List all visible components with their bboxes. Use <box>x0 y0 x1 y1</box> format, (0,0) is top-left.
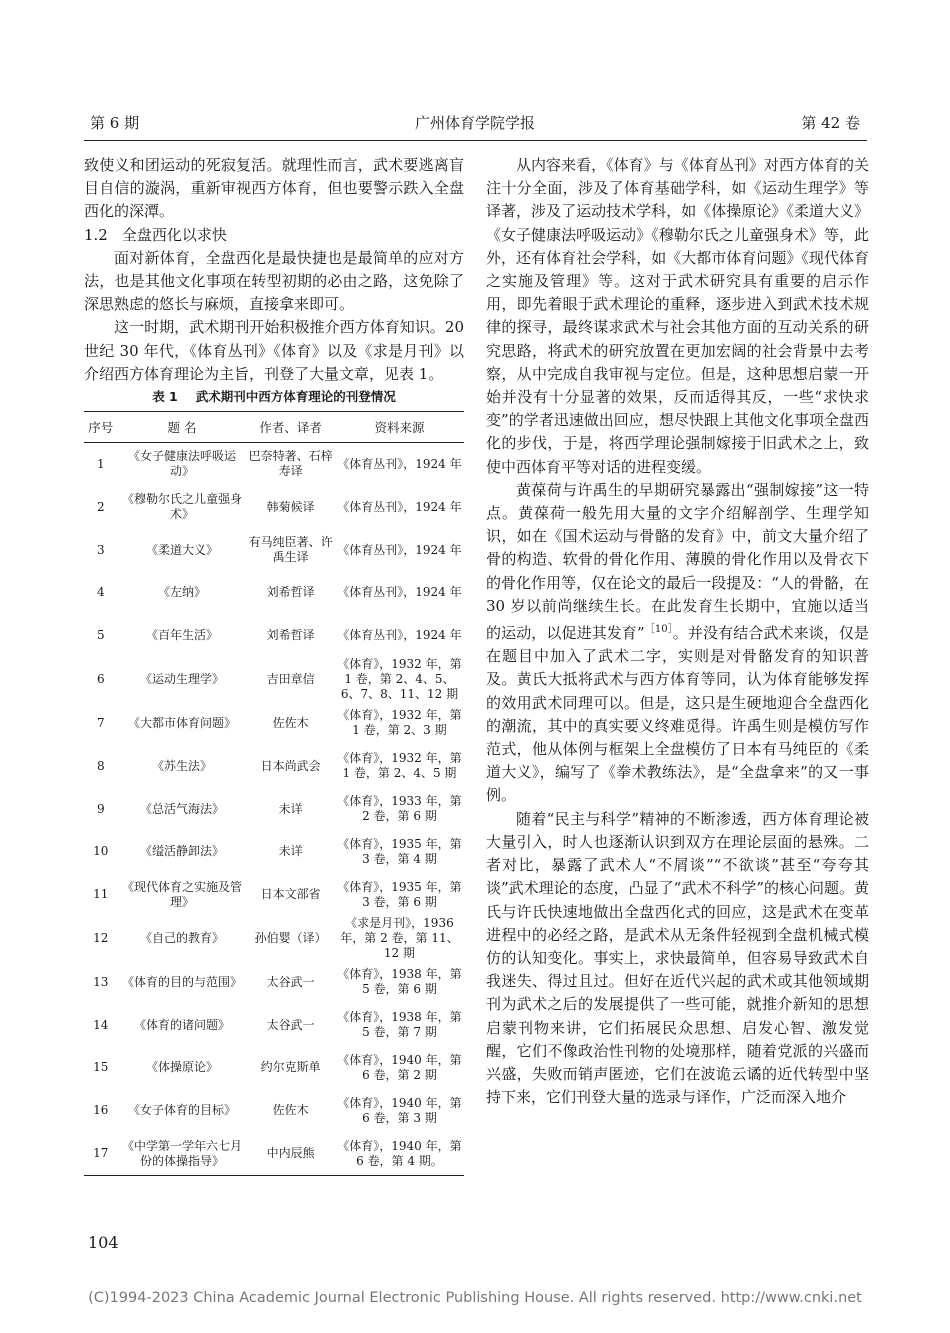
row-source: 《体育》，1932 年，第 1 卷，第 2、4、5 期 <box>337 751 462 781</box>
row-author: 吉田章信 <box>266 672 315 687</box>
table-row <box>84 745 464 788</box>
row-source: 《体育》，1940 年，第 6 卷，第 2 期 <box>337 1052 462 1082</box>
row-source: 《体育》，1938 年，第 5 卷，第 6 期 <box>337 967 462 997</box>
row-number: 7 <box>96 715 105 730</box>
row-source: 《求是月刊》，1936 年，第 2 卷，第 11、12 期 <box>340 916 459 960</box>
row-source: 《体育丛刊》，1924 年 <box>337 585 462 600</box>
table-row <box>84 1047 464 1090</box>
row-title: 《左纳》 <box>157 585 206 600</box>
row-source: 《体育》，1935 年，第 3 卷，第 4 期 <box>337 836 462 866</box>
copyright-notice: (C)1994-2023 China Academic Journal Electronic Publishing House. All rights reserved. http://www.cnki.net <box>88 1290 862 1306</box>
row-source: 《体育丛刊》，1924 年 <box>337 542 462 557</box>
row-author: 孙伯婴（译） <box>254 931 327 945</box>
row-title: 《女子体育的目标》 <box>127 1103 236 1118</box>
row-number: 16 <box>93 1103 109 1118</box>
right-column <box>486 154 869 1109</box>
table-row <box>84 788 464 831</box>
row-author: 未详 <box>278 844 303 859</box>
row-number: 15 <box>93 1060 109 1075</box>
row-number: 3 <box>96 542 105 557</box>
row-number: 12 <box>93 931 109 945</box>
table-row <box>84 1132 464 1175</box>
row-title: 《百年生活》 <box>145 628 218 643</box>
column-header: 作者、译者 <box>259 420 322 436</box>
citation: ［10］ <box>644 624 673 636</box>
table-header-row <box>84 412 464 443</box>
volume-number: 第 42 卷 <box>801 114 860 132</box>
row-number: 5 <box>96 628 105 643</box>
row-number: 2 <box>96 499 105 514</box>
column-header: 资料来源 <box>374 420 425 436</box>
row-title: 《体育的诸问题》 <box>133 1017 230 1032</box>
row-source: 《体育》，1935 年，第 3 卷，第 6 期 <box>337 879 462 909</box>
row-title: 《总活气海法》 <box>139 801 224 816</box>
section-number: 1.2 <box>84 225 108 244</box>
section-heading <box>84 224 464 247</box>
row-number: 10 <box>93 844 109 859</box>
row-title: 《中学第一学年六七月份的体操指导》 <box>121 1138 242 1168</box>
row-author: 未详 <box>278 801 303 816</box>
row-number: 11 <box>93 887 109 902</box>
left-column <box>84 154 464 1176</box>
row-title: 《体操原论》 <box>145 1060 218 1075</box>
row-number: 9 <box>96 801 105 816</box>
row-source: 《体育》，1940 年，第 6 卷，第 3 期 <box>337 1095 462 1125</box>
row-source: 《体育》，1932 年，第 1 卷，第 2、3 期 <box>337 708 462 738</box>
paragraph <box>486 479 869 808</box>
header-rule <box>84 140 867 141</box>
row-author: 约尔克斯单 <box>260 1060 321 1075</box>
paragraph-text: 黄葆荷与许禹生的早期研究暴露出“强制嫁接”这一特点。黄葆荷一般先用大量的文字介绍解剖学、生理学知识，如在《国术运动与骨骼的发育》中，前文大量介绍了骨的构造、软骨的骨化作用、薄膜的骨化作用以及骨衣下的骨化作用等，仅在论文的最后一段提及：“人的骨骼，在 30 岁以前尚继续生长。在此发育生长期中，宜施以适当的运动，以促进其发育” <box>486 480 869 643</box>
row-number: 13 <box>93 974 109 989</box>
row-author: 佐佐木 <box>272 1103 309 1118</box>
paragraph-text: 。并没有结合武术来谈，仅是在题目中加入了武术二字，实则是对骨骼发育的知识普及。黄氏大抵将武术与西方体育等同，认为体育能够发挥的效用武术同理可以。但是，这只是生硬地迎合全盘西化的潮流，其中的真实要义终难觅得。许禹生则是模仿写作范式，他从体例与框架上全盘模仿了日本有马纯臣的《柔道大义》，编写了《拳术教练法》，是“全盘拿来”的又一事例。 <box>486 624 869 805</box>
row-author: 刘希哲译 <box>266 628 315 643</box>
table-row <box>84 830 464 873</box>
table-row <box>84 614 464 657</box>
row-number: 8 <box>96 758 105 773</box>
paragraph: 随着“民主与科学”精神的不断渗透，西方体育理论被大量引入，时人也逐渐认识到双方在理论层面的悬殊。二者对比，暴露了武术人“不屑谈”“不欲谈”甚至“夸夸其谈”武术理论的态度，凸显了“武术不科学”的核心问题。黄氏与许氏快速地做出全盘西化式的回应，这是武术在变革进程中的必经之路，是武术从无条件轻视到全盘机械式模仿的认知变化。事实上，求快最简单，但容易导致武术自我迷失、得过且过。但好在近代兴起的武术或其他领域期刊为武术之后的发展提供了一些可能，就推介新知的思想启蒙刊物来讲，它们拓展民众思想、启发心智、激发觉醒，它们不像政治性刊物的处境那样，随着党派的兴盛而兴盛，失败而销声匿迹，它们在波诡云谲的近代转型中坚持下来，它们刊登大量的选录与译作，广泛而深入地介 <box>486 809 870 1107</box>
row-title: 《大都市体育问题》 <box>127 715 236 730</box>
journal-name: 广州体育学院学报 <box>414 114 535 132</box>
issue-number: 第 6 期 <box>90 114 140 132</box>
row-title: 《穆勒尔氏之儿童强身术》 <box>121 492 242 522</box>
row-author: 日本尚武会 <box>260 758 321 773</box>
paragraph: 从内容来看，《体育》与《体育丛刊》对西方体育的关注十分全面，涉及了体育基础学科，如《运动生理学》等译著，涉及了运动技术学科，如《体操原论》《柔道大义》《女子健康法呼吸运动》《穆勒尔氏之儿童强身术》等，此外，还有体育社会学科，如《大都市体育问题》《现代体育之实施及管理》等。这对于武术研究具有重要的启示作用，即先着眼于武术理论的重释，逐步进入到武术技术规律的探寻，最终谋求武术与社会其他方面的互动关系的研究思路，将武术的研究放置在更加宏阔的社会背景中去考察，从中完成自我审视与定位。但是，这种思想启蒙一开始并没有十分显著的效果，反而适得其反，一些“求快求变”的学者迅速做出回应，想尽快跟上其他文化事项全盘西化的步伐，于是，将西学理论强制嫁接于旧武术之上，致使中西体育平等对话的进程变缓。 <box>486 156 869 476</box>
row-author: 太谷武一 <box>266 974 315 989</box>
row-title: 《现代体育之实施及管理》 <box>121 879 242 909</box>
row-author: 日本文部省 <box>260 887 321 902</box>
row-title: 《运动生理学》 <box>139 672 224 687</box>
publication-table <box>84 411 464 1176</box>
paragraph: 面对新体育，全盘西化是最快捷也是最简单的应对方法，也是其他文化事项在转型初期的必由之路，这免除了深思熟虑的悠长与麻烦，直接拿来即可。 <box>84 248 464 314</box>
row-number: 1 <box>96 456 105 471</box>
table-row <box>84 873 464 916</box>
row-source: 《体育丛刊》，1924 年 <box>337 456 462 471</box>
table-row <box>84 529 464 572</box>
row-author: 有马纯臣著、许禹生译 <box>248 535 333 565</box>
row-title: 《自己的教育》 <box>139 931 224 945</box>
row-author: 太谷武一 <box>266 1017 315 1032</box>
row-number: 14 <box>93 1017 109 1032</box>
table-row <box>84 1089 464 1132</box>
table-row <box>84 916 464 961</box>
row-source: 《体育丛刊》，1924 年 <box>337 499 462 514</box>
table-title: 武术期刊中西方体育理论的刊登情况 <box>195 389 396 405</box>
paragraph-continued: 致使义和团运动的死寂复活。就理性而言，武术要逃离盲目自信的漩涡，重新审视西方体育，但也要警示跌入全盘西化的深潭。 <box>84 156 464 221</box>
row-number: 6 <box>96 672 105 687</box>
table-row <box>84 1004 464 1047</box>
row-source: 《体育》，1938 年，第 5 卷，第 7 期 <box>337 1010 462 1040</box>
row-source: 《体育》，1940 年，第 6 卷，第 4 期。 <box>337 1138 462 1168</box>
row-title: 《体育的目的与范围》 <box>121 974 242 989</box>
table-number: 表 1 <box>152 389 178 405</box>
row-title: 《柔道大义》 <box>145 542 218 557</box>
row-author: 中内辰熊 <box>266 1146 315 1161</box>
table-row <box>84 657 464 702</box>
row-title: 《缢活静卸法》 <box>139 844 224 859</box>
table-row <box>84 702 464 745</box>
table-row <box>84 486 464 529</box>
row-author: 巴奈特著、石梓寿译 <box>248 449 333 479</box>
paragraph: 这一时期，武术期刊开始积极推介西方体育知识。20 世纪 30 年代，《体育丛刊》《体育》以及《求是月刊》以介绍西方体育理论为主旨，刊登了大量文章，见表 1。 <box>84 318 464 383</box>
row-title: 《女子健康法呼吸运动》 <box>127 449 236 479</box>
running-header <box>90 112 860 136</box>
row-author: 韩菊候译 <box>266 499 315 514</box>
table-caption <box>84 387 464 407</box>
row-author: 刘希哲译 <box>266 585 315 600</box>
page-number: 104 <box>88 1233 119 1252</box>
table-row <box>84 571 464 614</box>
row-source: 《体育》，1933 年，第 2 卷，第 6 期 <box>337 794 462 823</box>
column-header: 序号 <box>88 420 114 436</box>
row-source: 《体育》，1932 年，第 1 卷，第 2、4、5、6、7、8、11、12 期 <box>337 657 462 702</box>
row-number: 4 <box>96 585 105 600</box>
row-title: 《苏生法》 <box>151 758 212 773</box>
table-row <box>84 443 464 486</box>
section-title: 全盘西化以求快 <box>121 225 227 244</box>
table-row <box>84 961 464 1004</box>
column-header: 题 名 <box>167 420 197 436</box>
row-source: 《体育丛刊》，1924 年 <box>337 628 462 643</box>
row-number: 17 <box>93 1146 109 1161</box>
row-author: 佐佐木 <box>272 715 309 730</box>
